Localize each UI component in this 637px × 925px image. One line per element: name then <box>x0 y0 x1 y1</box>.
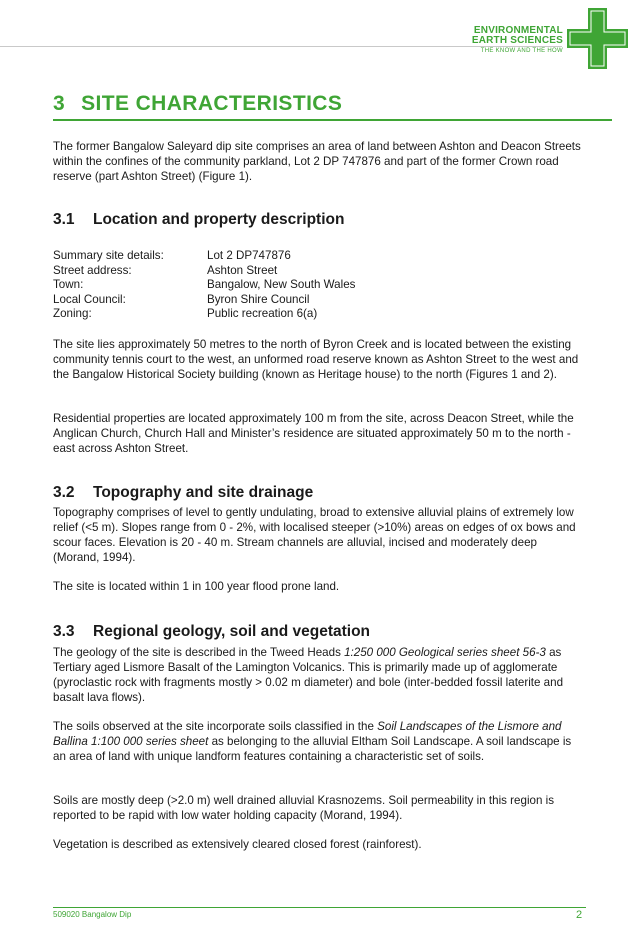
footer-document-ref: 509020 Bangalow Dip <box>53 910 132 919</box>
green-cross-logo-icon <box>567 8 628 69</box>
topography-paragraph-2: The site is located within 1 in 100 year flood prone land. <box>53 580 340 593</box>
section-heading <box>53 92 342 116</box>
detail-row: Zoning: Public recreation 6(a) <box>53 307 318 321</box>
page-number: 2 <box>576 909 583 921</box>
section-title: SITE CHARACTERISTICS <box>81 92 343 115</box>
subsection-heading-3-1: 3.1 Location and property description <box>53 211 345 228</box>
intro-paragraph: The former Bangalow Saleyard dip site comprises an area of land between Ashton and Deacon Streets within the confines of the community parkland, Lot 2 DP 747876 and part of the former Crown road reserve (part Ashton Street) (Figure 1). <box>53 140 581 183</box>
site-details-list <box>53 249 593 322</box>
vegetation-paragraph: Vegetation is described as extensively cleared closed forest (rainforest). <box>53 838 422 851</box>
geology-paragraph: The geology of the site is described in the Tweed Heads 1:250 000 Geological series sheet 56-3 as Tertiary aged Lismore Basalt of the Lamington Volcanics. This is primarily made up of agglomerate (pyroclastic rock with fragments mostly > 0.02 m diameter) and bole (inter-bedded fossil laterite and basalt lava flows). <box>53 646 564 704</box>
detail-row: Street address: Ashton Street <box>53 263 278 277</box>
subsection-heading-3-3: 3.3 Regional geology, soil and vegetation <box>53 623 371 640</box>
section-number: 3 <box>53 92 66 115</box>
location-paragraph-2: Residential properties are located approximately 100 m from the site, across Deacon Street, while the Anglican Church, Church Hall and Minister’s residence are situated approximately 50 m to the north - east across Ashton Street. <box>53 412 574 455</box>
detail-row: Town: Bangalow, New South Wales <box>53 278 356 292</box>
logo-line2: EARTH SCIENCES <box>471 35 563 46</box>
logo-tagline: THE KNOW AND THE HOW <box>480 48 563 54</box>
company-logo-text <box>472 26 563 56</box>
detail-row: Local Council: Byron Shire Council <box>53 292 310 306</box>
topography-paragraph-1: Topography comprises of level to gently undulating, broad to extensive alluvial plains of extremely low relief (<5 m). Slopes range from 0 - 2%, with localised steeper (>10%) areas on edges of ox bows and scour faces. Elevation is 20 - 40 m. Stream channels are alluvial, incised and moderately deep (Morand, 1994). <box>53 506 576 564</box>
soils-paragraph: The soils observed at the site incorporate soils classified in the Soil Landscapes of the Lismore and Ballina 1:100 000 series sheet as belonging to the alluvial Eltham Soil Landscape. A soil landscape is an area of land with unique landform features containing a characteristic set of soils. <box>53 720 572 763</box>
location-paragraph-1: The site lies approximately 50 metres to the north of Byron Creek and is located between the existing community tennis court to the west, an unformed road reserve known as Ashton Street to the west and the Bangalow Historical Society building (known as Heritage house) to the north (Figures 1 and 2). <box>53 338 579 381</box>
logo-line1: ENVIRONMENTAL <box>473 25 563 36</box>
soil-permeability-paragraph: Soils are mostly deep (>2.0 m) well drained alluvial Krasnozems. Soil permeability in this region is reported to be rapid with low water holding capacity (Morand, 1994). <box>53 794 555 822</box>
footer-rule <box>53 907 586 908</box>
subsection-heading-3-2: 3.2 Topography and site drainage <box>53 484 314 501</box>
detail-row: Summary site details: Lot 2 DP747876 <box>53 249 291 262</box>
section-heading-rule <box>53 119 612 121</box>
